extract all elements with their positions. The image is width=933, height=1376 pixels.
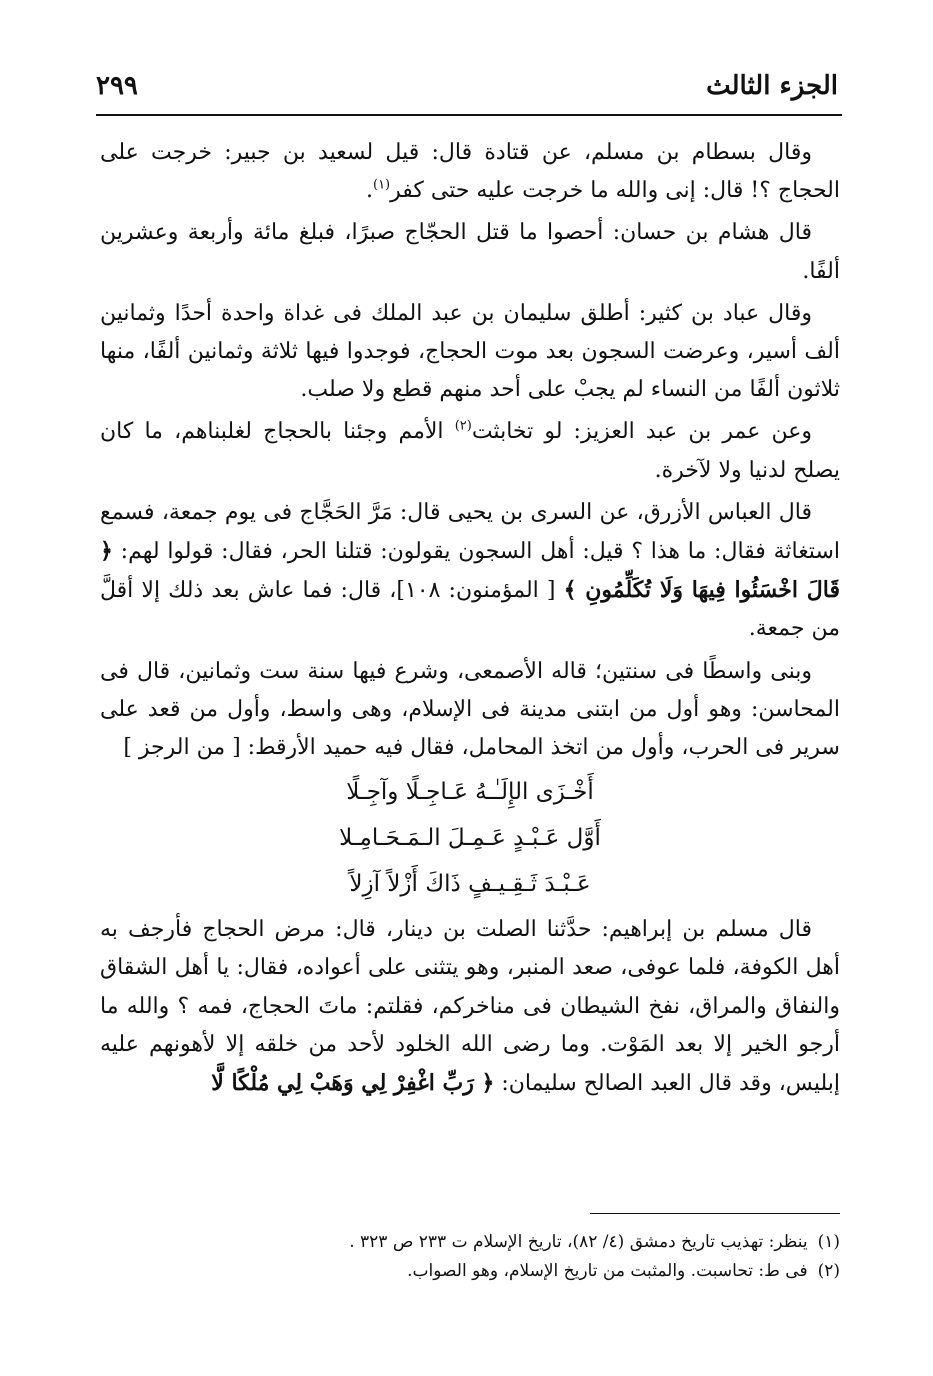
paragraph-text: قال العباس الأزرق، عن السرى بن يحيى قال: مَرَّ الحَجَّاج فى يوم جمعة، فسمع استغاثة فقال: ما هذا ؟ قيل: أهل السجون يقولون: قتلنا الحر، فقال: قولوا لهم: — [100, 499, 840, 565]
page-number: ٢٩٩ — [96, 71, 138, 101]
paragraph-text: . — [365, 178, 373, 204]
poem-line: أَوَّل عَـبْـدٍ عَـمِـلَ الـمَـحَـامِـلا — [339, 825, 601, 852]
poem-block — [100, 769, 840, 907]
footnote-text: ينظر: تهذيب تاريخ دمشق (٤/ ٨٢)، تاريخ الإسلام ت ٢٣٣ ص ٣٢٣ . — [349, 1232, 808, 1252]
paragraph-text: وقال بسطام بن مسلم، عن قتادة قال: قيل لسعيد بن جبير: خرجت على الحجاج ؟! قال: إنى والله ما خرجت عليه حتى كفر — [100, 140, 840, 204]
paragraph-abbad: وقال عباد بن كثير: أطلق سليمان بن عبد الملك فى غداة واحدة أحدًا وثمانين ألف أسير، وعرضت السجون بعد موت الحجاج، فوجدوا فيها ثلاثة وثمانين ألفًا، منها ثلاثون ألفًا من النساء لم يجبْ على أحد منهم قطع ولا صلب. — [100, 300, 840, 403]
paragraph-text: الأمم وجئنا بالحجاج لغلبناهم، ما كان يصلح لدنيا ولا لآخرة. — [100, 419, 840, 483]
footnotes — [100, 1228, 840, 1286]
paragraph-text: وعن عمر بن عبد العزيز: لو تخابثت — [471, 419, 813, 445]
paragraph-wasit: وبنى واسطًا فى سنتين؛ قاله الأصمعى، وشرع فيها سنة ست وثمانين، قال فى المحاسن: وهو أول من ابتنى مدينة فى الإسلام، وهى واسط، وأول من قعد على سرير فى الحرب، وأول من اتخذ المحامل، فقال فيه حميد الأرقط: [ من الرجز ] — [100, 658, 840, 761]
footnote-text: فى ط: تحاسبت. والمثبت من تاريخ الإسلام، وهو الصواب. — [407, 1261, 808, 1281]
running-header — [96, 66, 838, 106]
footnote-item — [100, 1257, 840, 1286]
paragraph-hisham: قال هشام بن حسان: أحصوا ما قتل الحجّاج صبرًا، فبلغ مائة وأربعة وعشرين ألفًا. — [100, 220, 840, 284]
paragraph-text: [ المؤمنون: ١٠٨]، قال: فما عاش بعد ذلك إلا أقلَّ من جمعة. — [100, 578, 840, 642]
paragraph-umar — [100, 413, 840, 489]
footnote-number: (٢) — [817, 1261, 840, 1281]
part-title: الجزء الثالث — [706, 71, 838, 101]
paragraph-bistam — [100, 134, 840, 210]
footnote-number: (١) — [817, 1232, 840, 1252]
paragraph-abbas — [100, 494, 840, 649]
poem-line: عَـبْـدَ ثَـقِـيـفٍ ذَاكَ أَزْلاً آزِلاً — [349, 871, 591, 898]
paragraph-text: قال مسلم بن إبراهيم: حدَّثنا الصلت بن دينار، قال: مرض الحجاج فأرجف به أهل الكوفة، فلما عوفى، صعد المنبر، وهو يتثنى على أعواده، فقال: يا أهل الشقاق والنفاق والمراق، نفخ الشيطان فى مناخركم، فقلتم: ماتَ الحجاج، فمه ؟ والله ما أرجو الخير إلا بعد المَوْت. وما رضى الله الخلود لأحد من خلقه إلا لأهونهم عليه إبليس، وقد قال العبد الصالح سليمان: — [100, 917, 840, 1097]
poem-line: أَخْـزَى الإِلَـٰـهُ عَـاجِـلًا وآجِـلًا — [346, 779, 594, 806]
paragraph-muslim — [100, 911, 840, 1103]
quran-verse: ﴿ قَالَ اخْسَئُوا فِيهَا وَلَا تُكَلِّمُونِ ﴾ — [100, 538, 840, 604]
quran-verse: ﴿ رَبِّ اغْفِرْ لِي وَهَبْ لِي مُلْكًا لَّا — [211, 1070, 495, 1097]
footnote-reference: (٢) — [454, 419, 472, 435]
footnote-divider — [590, 1213, 840, 1214]
footnote-item — [100, 1228, 840, 1257]
header-divider — [96, 114, 842, 116]
footnote-reference: (١) — [372, 177, 391, 193]
main-text — [100, 134, 840, 1103]
